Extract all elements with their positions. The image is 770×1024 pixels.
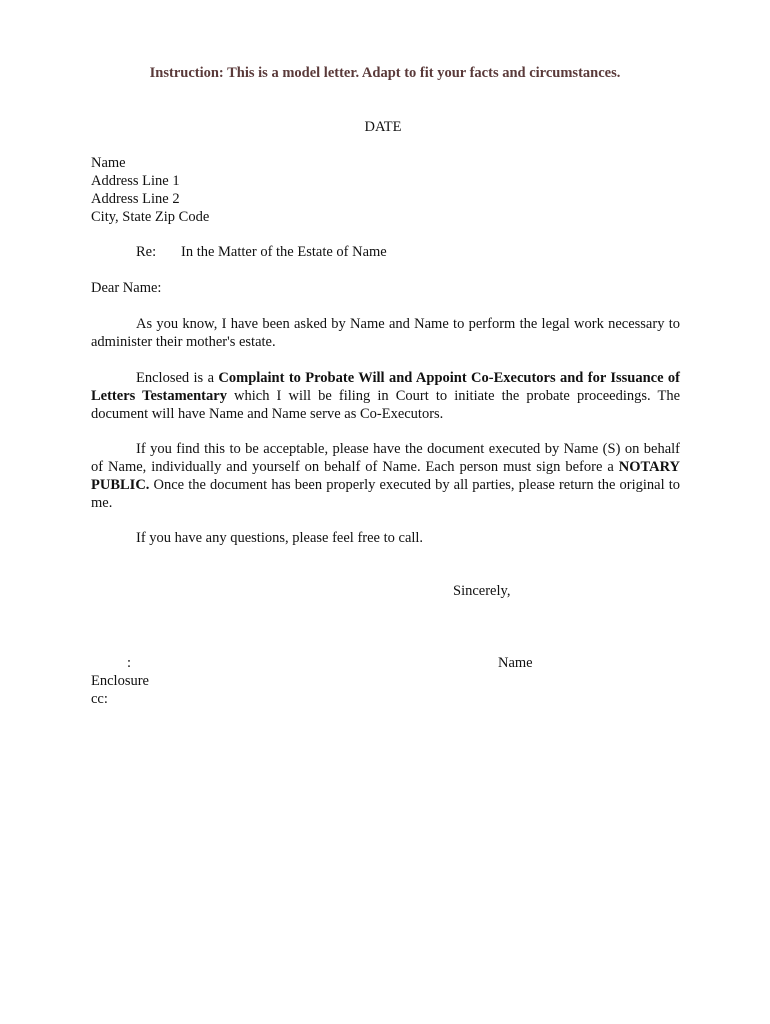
date-line: DATE [364, 119, 402, 135]
paragraph-1 [91, 315, 680, 351]
paragraph-4-text: If you have any questions, please feel free to call. [136, 530, 424, 546]
recipient-address [91, 154, 209, 226]
re-line [136, 243, 387, 261]
salutation: Dear Name: [91, 280, 162, 296]
paragraph-2-bold: Complaint to Probate Will and Appoint Co-Executors and for Issuance of Letters Testamentary [91, 370, 680, 404]
re-label: Re: [136, 244, 157, 260]
instruction-heading: Instruction: This is a model letter. Adapt to fit your facts and circumstances. [149, 65, 621, 81]
signer-name: Name [498, 655, 533, 671]
paragraph-2-pre: Enclosed is a [136, 370, 219, 386]
address-line-1: Address Line 1 [91, 173, 180, 189]
paragraph-3-pre: If you find this to be acceptable, please have the document executed by Name (S) on behalf of Name, individually and yourself on behalf of Name. Each person must sign before a [91, 441, 680, 475]
paragraph-3 [91, 440, 680, 512]
paragraph-3-post: Once the document has been properly executed by all parties, please return the original to me. [91, 477, 680, 511]
cc-line: cc: [91, 691, 108, 707]
paragraph-1-text: As you know, I have been asked by Name and Name to perform the legal work necessary to administer their mother's estate. [91, 316, 680, 350]
enclosure-line: Enclosure [91, 673, 149, 689]
closing: Sincerely, [453, 583, 511, 599]
paragraph-3-bold: NOTARY PUBLIC. [91, 459, 680, 493]
paragraph-2-post: which I will be filing in Court to initiate the probate proceedings. The document will have Name and Name serve as Co-Executors. [91, 388, 680, 422]
paragraph-2 [91, 369, 680, 423]
recipient-name: Name [91, 155, 126, 171]
initials-colon: : [127, 655, 132, 671]
city-state-zip: City, State Zip Code [91, 209, 210, 225]
re-text: In the Matter of the Estate of Name [181, 244, 387, 260]
paragraph-4 [91, 529, 680, 547]
address-line-2: Address Line 2 [91, 191, 180, 207]
